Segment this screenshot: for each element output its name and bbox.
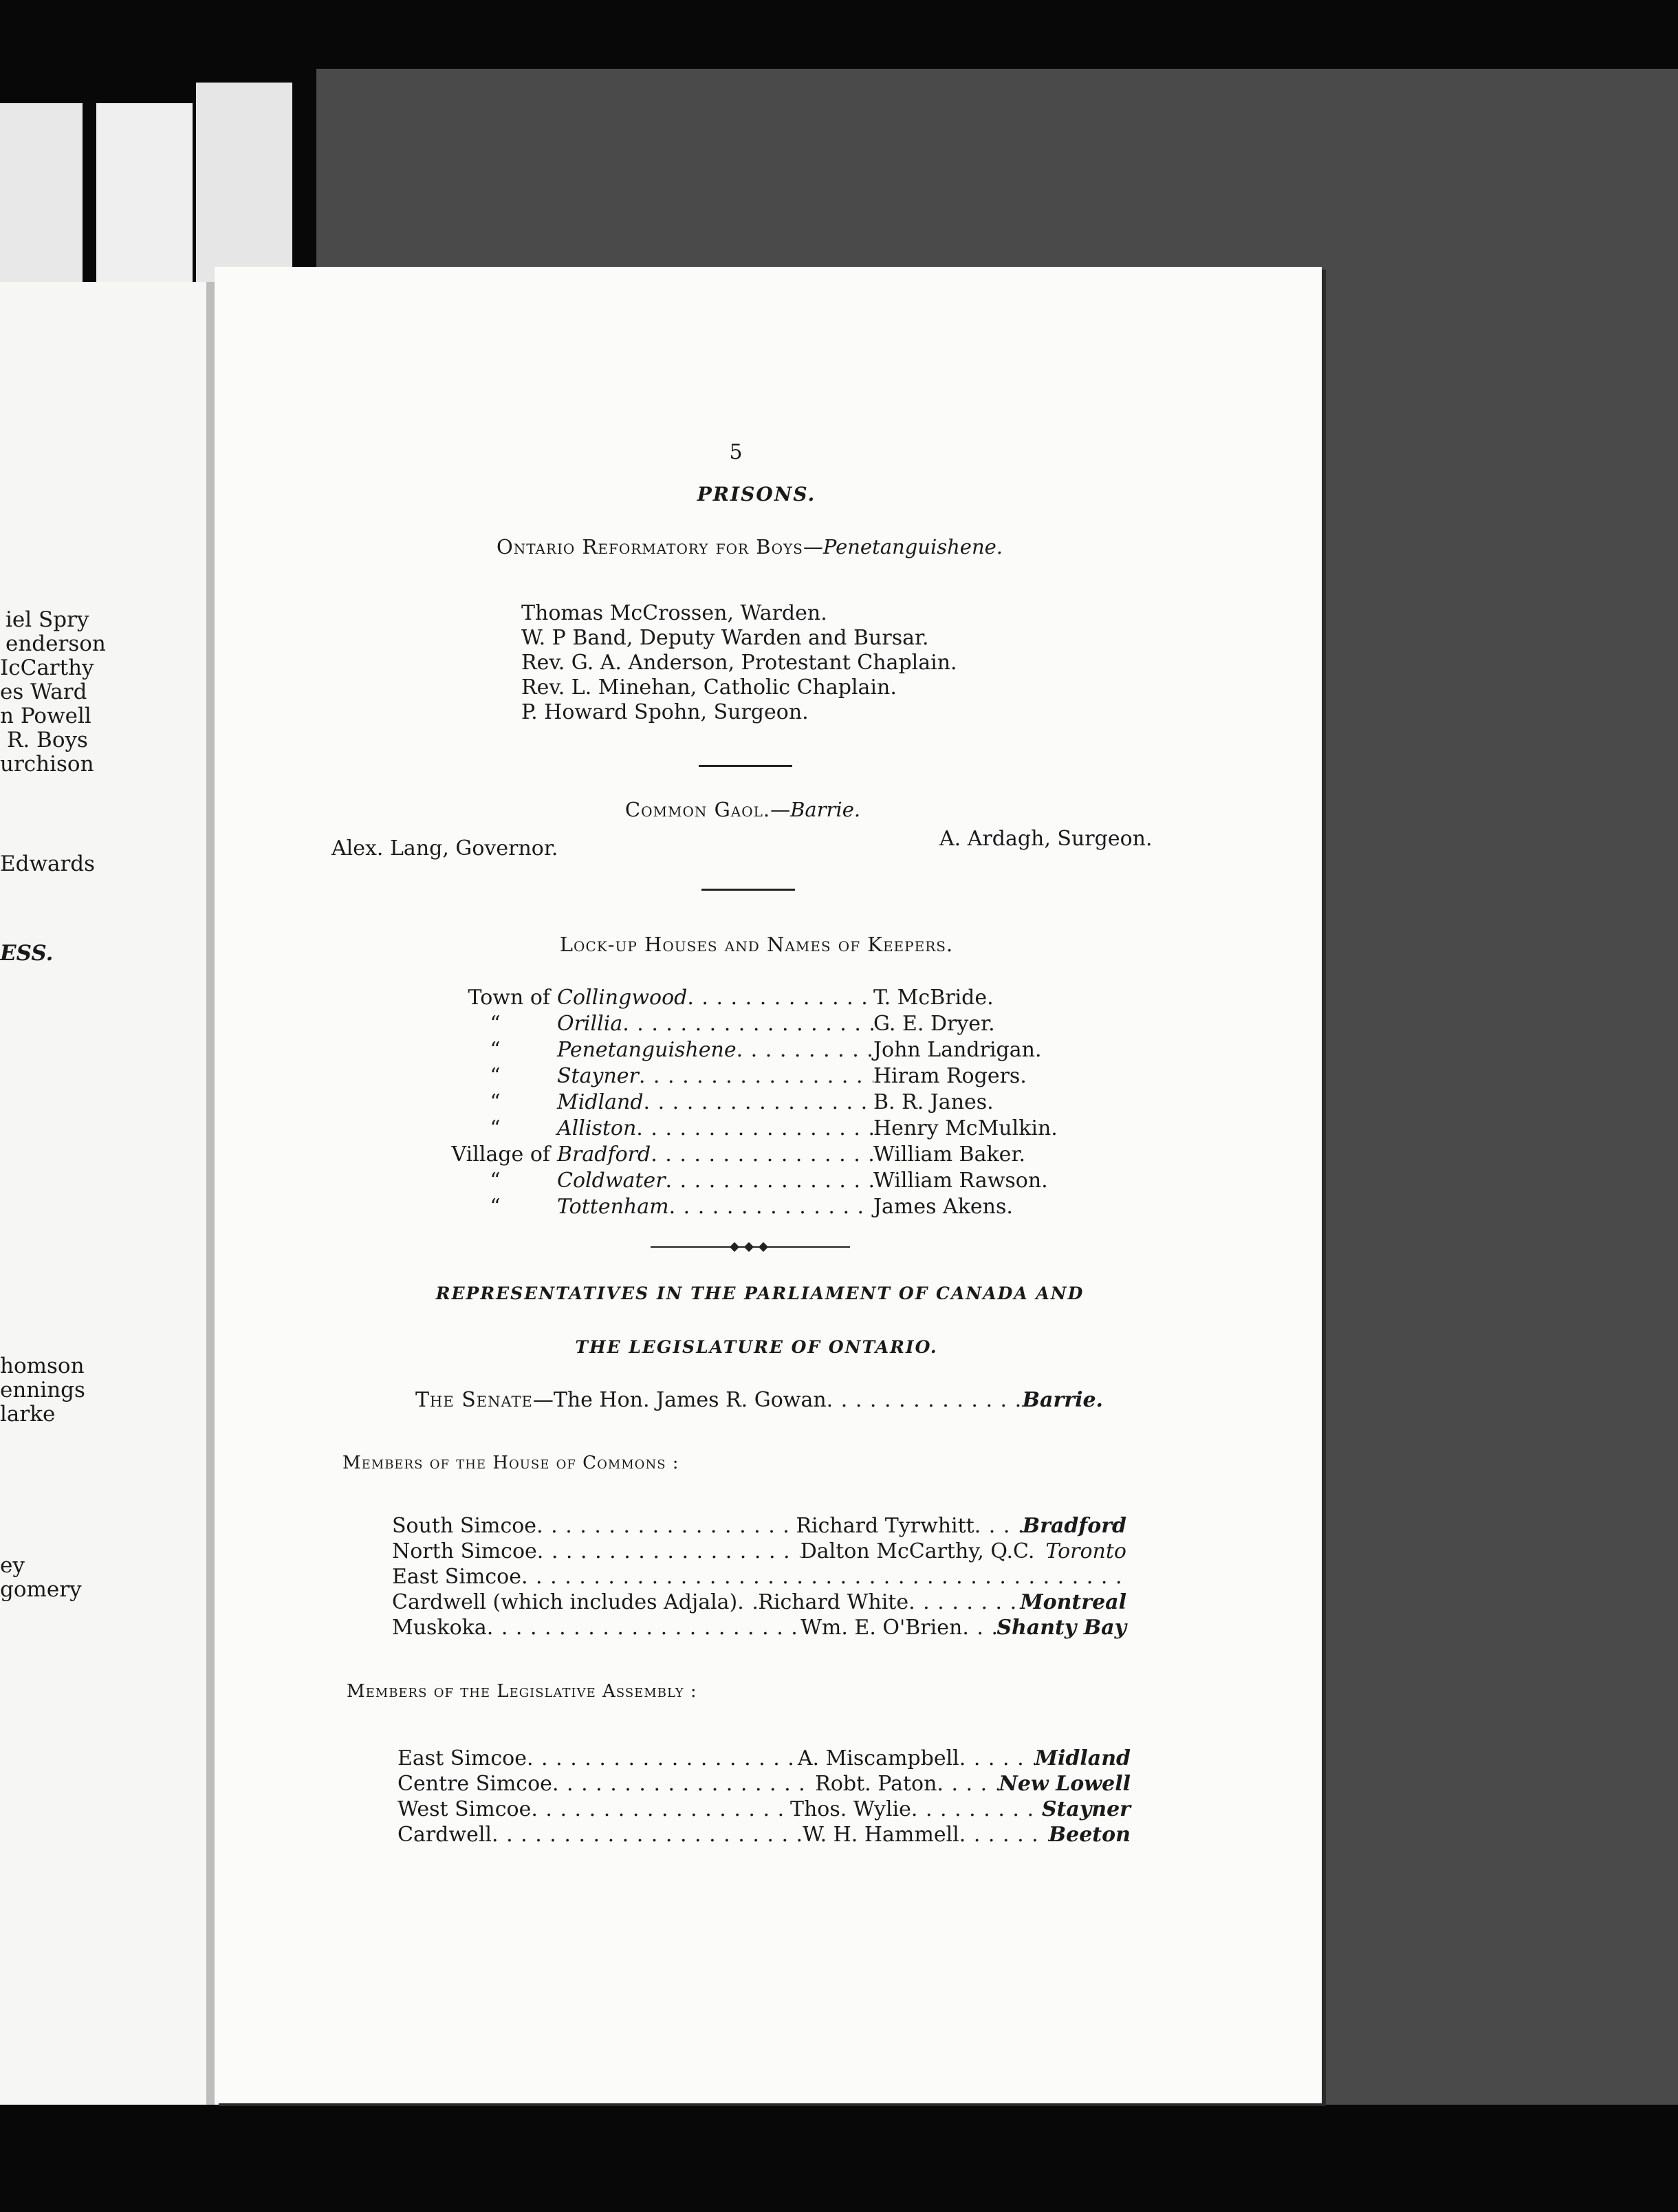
assembly-row <box>397 1746 1131 1771</box>
riding: North Simcoe <box>392 1539 537 1563</box>
ornamental-divider <box>651 1242 850 1252</box>
commons-row <box>392 1615 1126 1640</box>
leader-dots <box>552 1771 815 1797</box>
member: Thos. Wylie <box>789 1797 911 1821</box>
assembly-row <box>397 1822 1131 1847</box>
lockup-place: Tottenham <box>557 1195 669 1219</box>
lockup-keeper: Henry McMulkin. <box>873 1116 1058 1140</box>
leader-dots <box>974 1513 1023 1539</box>
binding-strip <box>0 103 83 289</box>
member: Richard Tyrwhitt <box>796 1514 974 1538</box>
staff-line: Rev. L. Minehan, Catholic Chaplain. <box>521 675 897 700</box>
member: Wm. E. O'Brien <box>800 1616 963 1640</box>
leader-dots <box>669 1194 873 1220</box>
lockup-keeper: William Baker. <box>873 1142 1026 1167</box>
leader-dots <box>908 1590 1020 1615</box>
left-name: larke <box>0 1402 56 1427</box>
leader-dots <box>639 1063 873 1089</box>
lockup-prefix: “ <box>490 1116 501 1140</box>
leader-dots <box>536 1513 796 1539</box>
lockup-row <box>440 1063 1080 1089</box>
leader-dots <box>737 1037 873 1063</box>
commons-row <box>392 1539 1126 1564</box>
riding: East Simcoe <box>392 1565 521 1589</box>
lockup-keeper: T. McBride. <box>873 986 994 1010</box>
lockup-row <box>440 1011 1080 1037</box>
leader-dots <box>962 1615 996 1640</box>
lockup-row <box>440 1168 1080 1194</box>
reformatory-place: Penetanguishene. <box>822 535 1003 559</box>
member: W. H. Hammell <box>802 1823 959 1847</box>
left-name: gomery <box>0 1577 82 1602</box>
riding: West Simcoe <box>397 1797 532 1821</box>
lockup-place: Orillia <box>557 1012 623 1036</box>
lockup-place: Alliston <box>557 1116 637 1140</box>
riding: Cardwell <box>397 1823 492 1847</box>
member: Robt. Paton <box>815 1772 937 1796</box>
riding: Centre Simcoe <box>397 1772 552 1796</box>
lockup-row <box>440 1116 1080 1142</box>
left-name: homson <box>0 1354 85 1378</box>
assembly-row <box>397 1797 1131 1822</box>
staff-line: Rev. G. A. Anderson, Protestant Chaplain. <box>521 651 957 675</box>
lockup-prefix: Town of <box>468 986 550 1010</box>
commons-row <box>392 1513 1126 1539</box>
binding-strip <box>96 103 193 289</box>
leader-dots <box>492 1822 803 1847</box>
lockup-keeper: James Akens. <box>873 1195 1013 1219</box>
left-name: iel Spry <box>6 607 89 632</box>
lockup-place: Midland <box>557 1090 644 1114</box>
lockup-place: Penetanguishene <box>557 1038 737 1062</box>
lockup-prefix: Village of <box>451 1142 550 1167</box>
commons-heading: Members of the House of Commons : <box>342 1453 679 1473</box>
member: Dalton McCarthy, Q.C. <box>800 1539 1035 1563</box>
leader-dots <box>911 1797 1042 1822</box>
section-divider <box>699 765 792 767</box>
member: Richard White <box>758 1590 909 1614</box>
representatives-heading-line1: REPRESENTATIVES IN THE PARLIAMENT OF CANADA AND <box>435 1283 1085 1303</box>
leader-dots <box>487 1615 800 1640</box>
riding: South Simcoe <box>392 1514 537 1538</box>
lockup-prefix: “ <box>490 1195 501 1219</box>
left-page <box>0 282 220 2105</box>
lockup-row <box>440 1037 1080 1063</box>
lockup-row <box>440 1089 1080 1116</box>
leader-dots <box>531 1797 790 1822</box>
lockup-row <box>440 1194 1080 1220</box>
gaol-heading-label: Common Gaol. <box>624 798 771 821</box>
assembly-table <box>397 1746 1131 1847</box>
reformatory-heading-label: Ontario Reformatory for Boys <box>496 535 803 559</box>
leader-dots <box>651 1142 873 1168</box>
left-name: Edwards <box>0 852 96 876</box>
left-name: enderson <box>6 631 106 656</box>
member-place: Beeton <box>1048 1823 1131 1847</box>
gutter-shadow <box>206 282 215 2105</box>
senate-member: The Hon. James R. Gowan <box>553 1388 827 1412</box>
left-name: urchison <box>0 752 94 777</box>
gaol-heading <box>481 798 1004 821</box>
riding: Muskoka <box>392 1616 487 1640</box>
gaol-place: Barrie. <box>790 798 861 821</box>
lockup-keeper: G. E. Dryer. <box>873 1012 995 1036</box>
leader-dots <box>959 1746 1035 1771</box>
gaol-heading-sep: — <box>770 798 791 821</box>
staff-line: Thomas McCrossen, Warden. <box>521 601 827 625</box>
left-heading-fragment: ESS. <box>0 941 54 966</box>
lockup-keeper: B. R. Janes. <box>873 1090 994 1114</box>
left-name: IcCarthy <box>0 655 94 680</box>
prisons-heading: PRISONS. <box>697 483 816 506</box>
lockup-keeper: William Rawson. <box>873 1169 1048 1193</box>
representatives-heading-line2: THE LEGISLATURE OF ONTARIO. <box>575 1337 938 1357</box>
leader-dots <box>521 1564 1126 1590</box>
commons-table <box>392 1513 1126 1640</box>
member-place: Toronto <box>1045 1539 1126 1563</box>
lockup-place: Stayner <box>557 1064 639 1088</box>
member-place: New Lowell <box>999 1772 1131 1796</box>
member-place: Shanty Bay <box>996 1616 1126 1640</box>
gaol-surgeon: A. Ardagh, Surgeon. <box>939 827 1153 851</box>
left-name: n Powell <box>0 704 91 728</box>
leader-dots <box>636 1116 873 1142</box>
assembly-row <box>397 1771 1131 1797</box>
senate-label: The Senate <box>415 1388 533 1412</box>
lockups-heading: Lock-up Houses and Names of Keepers. <box>559 933 954 956</box>
commons-row <box>392 1590 1126 1615</box>
lockup-prefix: “ <box>490 1090 501 1114</box>
leader-dots <box>644 1089 873 1116</box>
reformatory-staff-list <box>521 601 957 725</box>
lockup-prefix: “ <box>490 1064 501 1088</box>
member: A. Miscampbell <box>797 1746 959 1770</box>
binding-strip <box>196 83 292 289</box>
left-name: R. Boys <box>7 728 88 752</box>
lockup-keeper: John Landrigan. <box>873 1038 1042 1062</box>
senate-line <box>415 1388 1103 1412</box>
lockup-prefix: “ <box>490 1038 501 1062</box>
member-place: Midland <box>1034 1746 1131 1770</box>
member-place: Stayner <box>1041 1797 1131 1821</box>
leader-dots <box>827 1388 1023 1412</box>
lockup-prefix: “ <box>490 1169 501 1193</box>
leader-dots <box>687 985 873 1011</box>
assembly-heading: Members of the Legislative Assembly : <box>347 1681 697 1702</box>
gaol-governor: Alex. Lang, Governor. <box>331 836 558 860</box>
riding: Cardwell (which includes Adjala) <box>392 1590 738 1614</box>
lockup-keeper: Hiram Rogers. <box>873 1064 1027 1088</box>
leader-dots <box>537 1539 800 1564</box>
reformatory-heading-sep: — <box>803 535 823 559</box>
member-place: Bradford <box>1022 1514 1126 1538</box>
lockup-row <box>440 1142 1080 1168</box>
leader-dots <box>937 1771 999 1797</box>
lockup-place: Coldwater <box>557 1169 666 1193</box>
reformatory-heading <box>344 535 1155 559</box>
leader-dots <box>622 1011 873 1037</box>
lockup-place: Collingwood <box>557 986 688 1010</box>
leader-dots <box>666 1168 873 1194</box>
section-divider <box>701 889 795 891</box>
staff-line: W. P Band, Deputy Warden and Bursar. <box>521 626 929 650</box>
leader-dots <box>527 1746 798 1771</box>
commons-row <box>392 1564 1126 1590</box>
leader-dots <box>737 1590 758 1615</box>
lockups-table <box>440 985 1080 1220</box>
left-name: ey <box>0 1553 25 1578</box>
senate-sep: — <box>532 1388 554 1412</box>
lockup-place: Bradford <box>557 1142 651 1167</box>
lockup-row <box>440 985 1080 1011</box>
senate-place: Barrie. <box>1022 1388 1103 1412</box>
left-name: ennings <box>0 1378 85 1402</box>
page-number: 5 <box>729 440 743 464</box>
riding: East Simcoe <box>397 1746 527 1770</box>
lockup-prefix: “ <box>490 1012 501 1036</box>
left-name: es Ward <box>0 680 87 704</box>
leader-dots <box>959 1822 1049 1847</box>
staff-line: P. Howard Spohn, Surgeon. <box>521 700 809 724</box>
member-place: Montreal <box>1020 1590 1126 1614</box>
